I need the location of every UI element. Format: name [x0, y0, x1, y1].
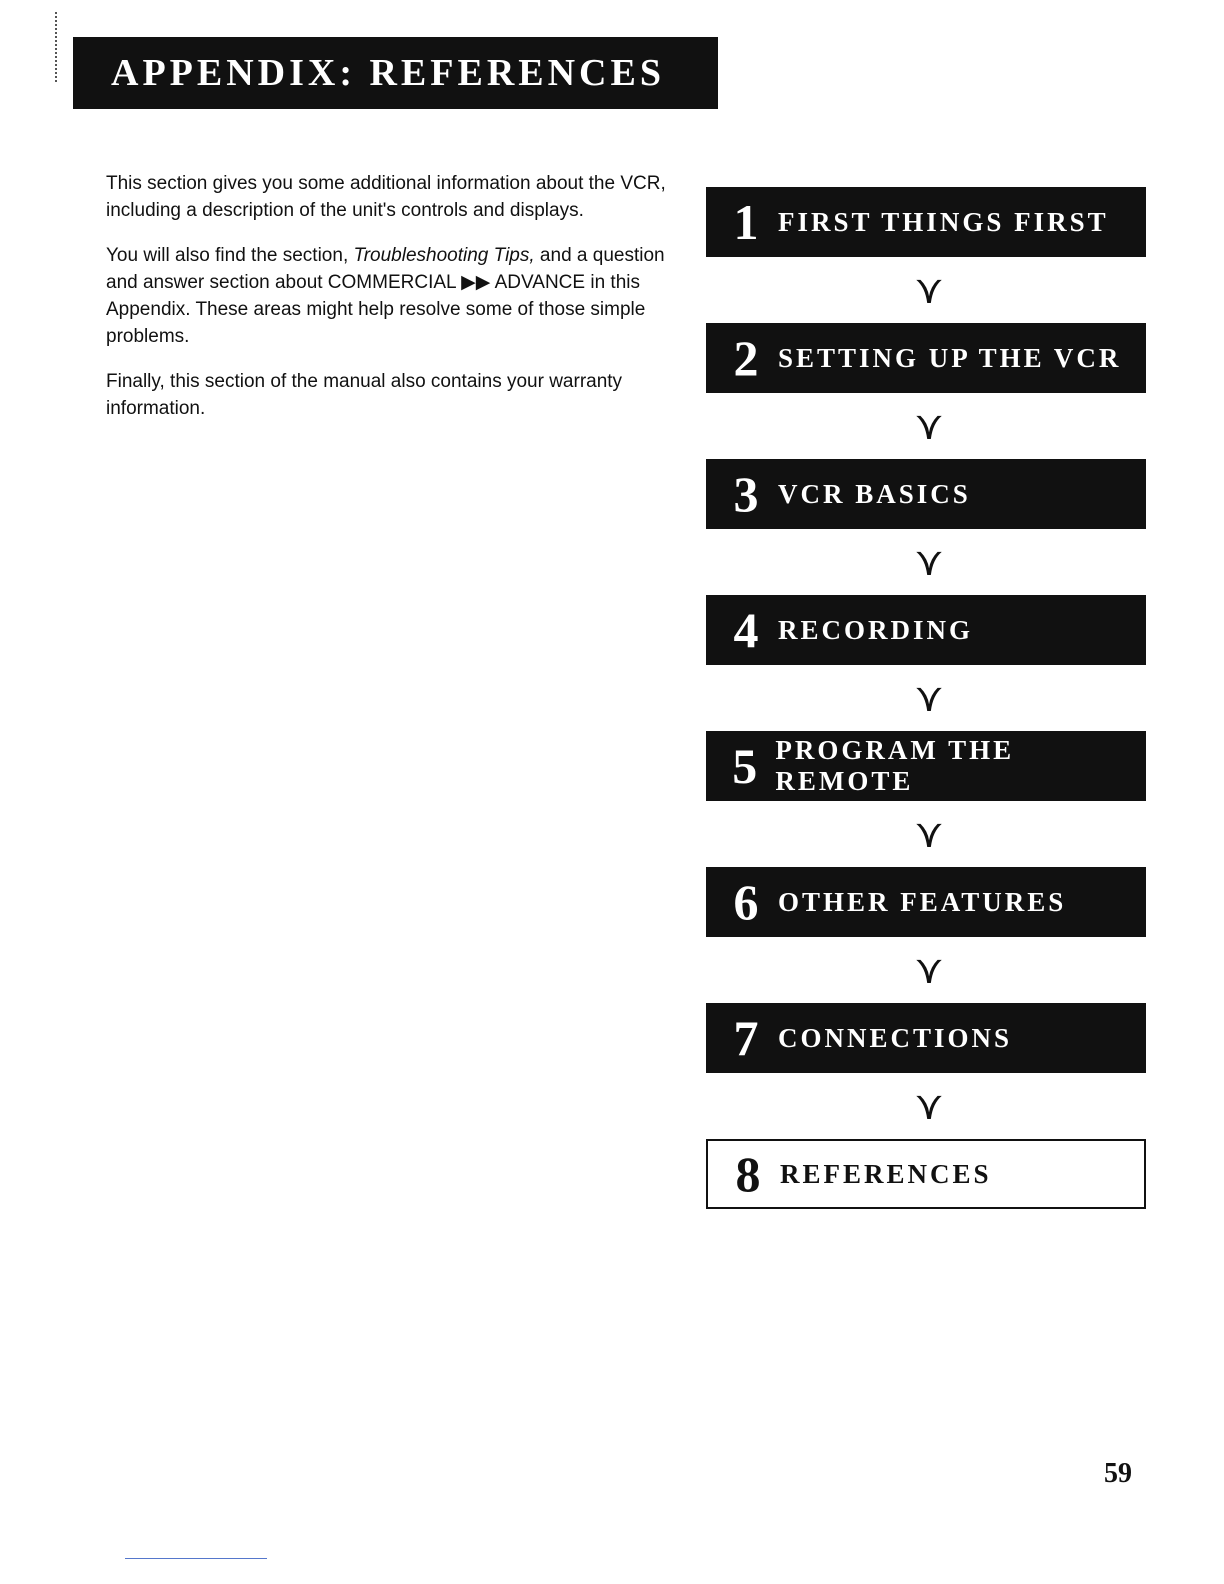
chapter-number: 3: [733, 466, 759, 522]
intro-text-run: and a question and answer section about COMMERCIAL ▶▶ ADVANCE in this Appendix. These areas might help resolve some of those simple problems.: [106, 245, 665, 347]
chapter-title: RECORDING: [778, 614, 974, 645]
chapter-step-5: [706, 731, 1146, 801]
chapter-number: 2: [733, 330, 759, 386]
intro-paragraph-2: [106, 242, 666, 350]
intro-text-run: You will also find the section,: [106, 245, 354, 266]
chapter-title: PROGRAM THE REMOTE: [775, 735, 1015, 796]
chapter-title: FIRST THINGS FIRST: [778, 206, 1109, 237]
chapter-number: 7: [733, 1010, 759, 1066]
chapter-step-7: [706, 1003, 1146, 1073]
chapter-number: 6: [733, 874, 759, 930]
chapter-number: 8: [735, 1146, 761, 1202]
chapter-title: VCR BASICS: [778, 478, 971, 509]
chapter-number: 4: [733, 602, 759, 658]
chapter-step-4: [706, 595, 1146, 665]
intro-text: [106, 170, 666, 440]
margin-mark: [55, 12, 59, 82]
page-title: APPENDIX: REFERENCES: [111, 52, 665, 94]
chapter-step-1: [706, 187, 1146, 257]
chapter-title: OTHER FEATURES: [778, 886, 1067, 917]
chapter-step-2: [706, 323, 1146, 393]
chapter-title: SETTING UP THE VCR: [778, 342, 1122, 373]
chapter-step-8-current: [706, 1139, 1146, 1209]
page-header: [73, 37, 718, 109]
chapter-step-3: [706, 459, 1146, 529]
chapter-flow: [706, 187, 1146, 1209]
chapter-title: REFERENCES: [780, 1158, 992, 1189]
intro-paragraph-1: This section gives you some additional information about the VCR, including a description of the unit's controls and displays.: [106, 173, 666, 221]
troubleshooting-tips-reference: Troubleshooting Tips,: [353, 245, 535, 266]
down-arrow-icon: ⋎: [914, 540, 944, 584]
down-arrow-icon: ⋎: [914, 404, 944, 448]
down-arrow-icon: ⋎: [914, 268, 944, 312]
footer-rule: [125, 1558, 267, 1559]
down-arrow-icon: ⋎: [914, 948, 944, 992]
chapter-number: 1: [733, 194, 759, 250]
chapter-step-6: [706, 867, 1146, 937]
chapter-number: 5: [732, 738, 758, 794]
down-arrow-icon: ⋎: [914, 1084, 944, 1128]
page-number: 59: [1104, 1458, 1132, 1489]
down-arrow-icon: ⋎: [914, 812, 944, 856]
chapter-title: CONNECTIONS: [778, 1022, 1013, 1053]
down-arrow-icon: ⋎: [914, 676, 944, 720]
intro-paragraph-3: Finally, this section of the manual also contains your warranty information.: [106, 371, 623, 419]
